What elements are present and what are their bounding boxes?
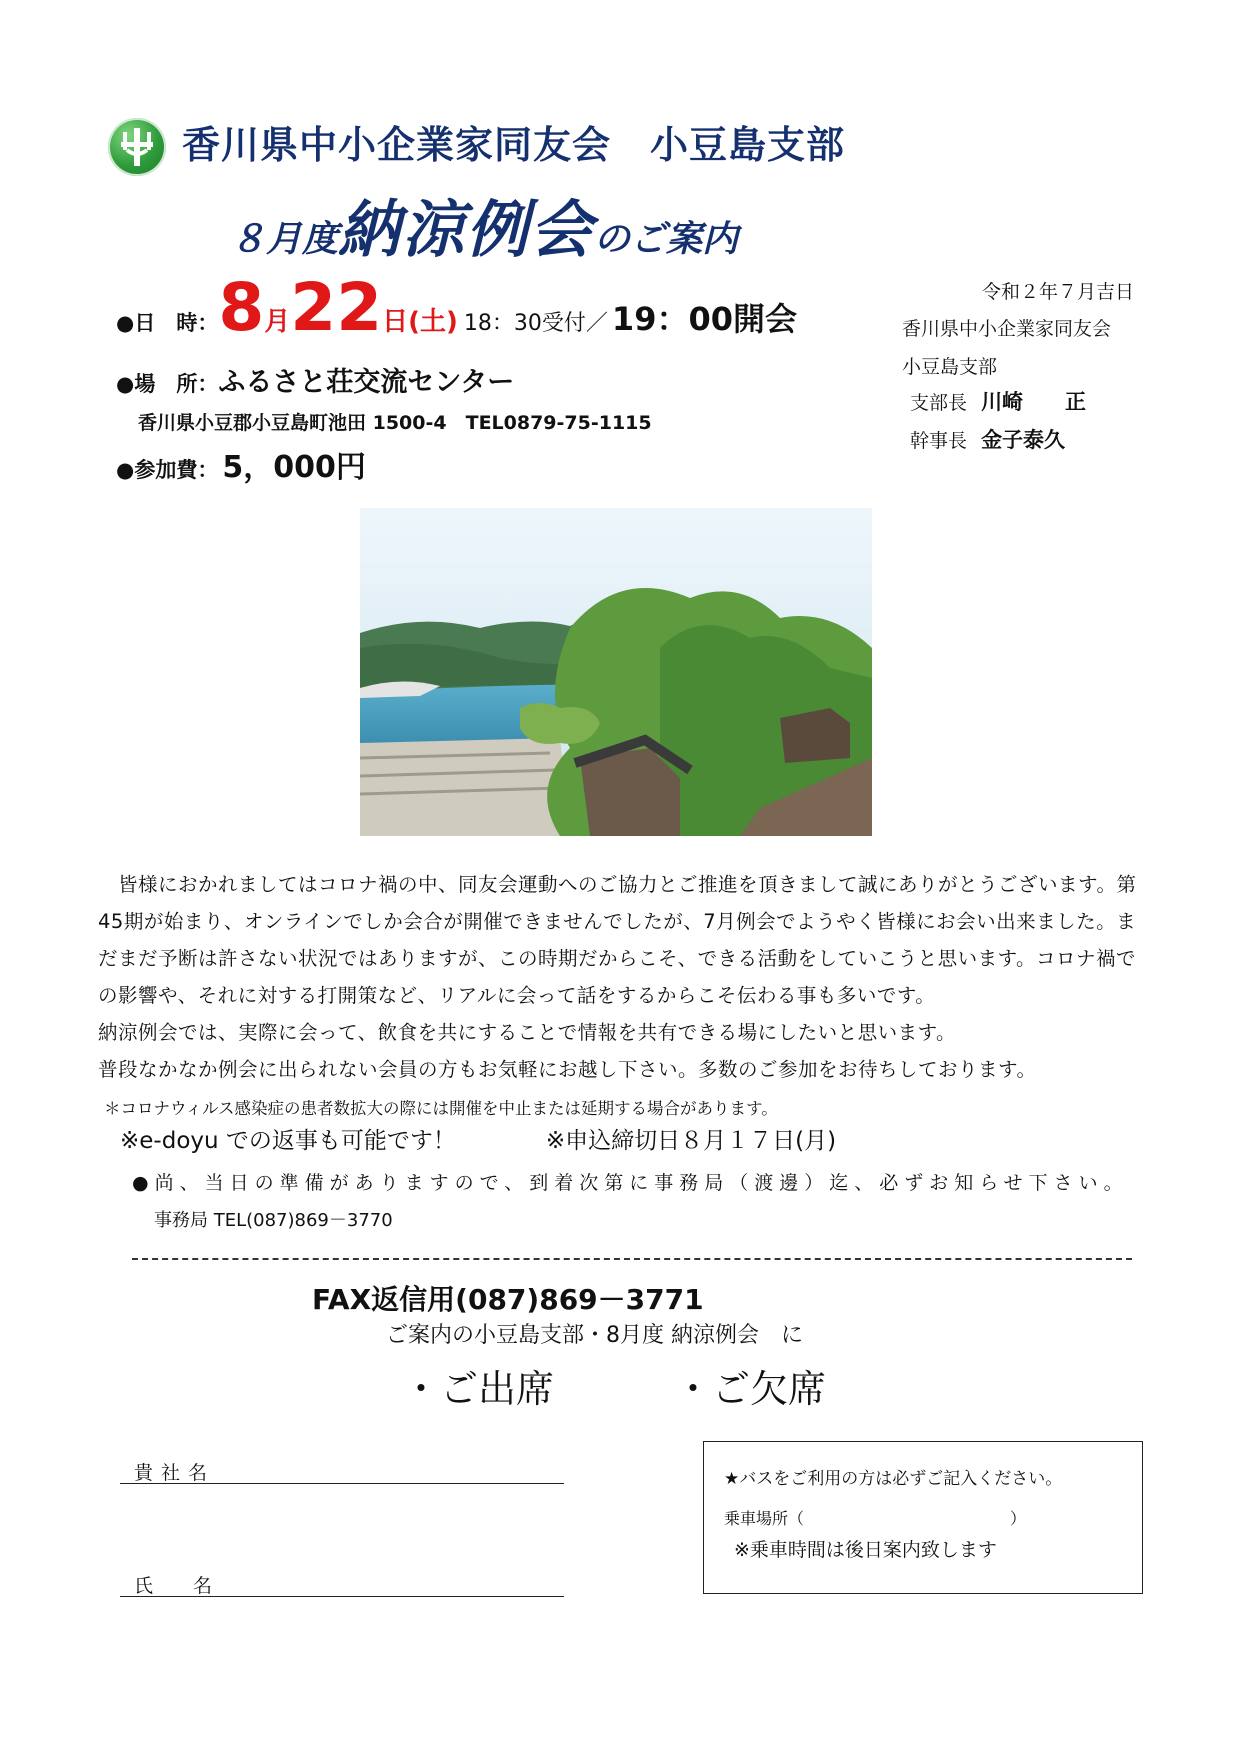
edoyu-note: ※e-doyu での返事も可能です！ [120, 1128, 456, 1154]
fax-number: FAX返信用(087)869－3771 [312, 1283, 704, 1316]
event-title-prefix: ８月度 [230, 219, 339, 260]
cut-line [132, 1258, 1132, 1260]
name-label-2: 名 [193, 1575, 213, 1597]
sender-chief [910, 386, 1086, 416]
bus-place-label: 乗車場所（ [724, 1509, 805, 1528]
name-label-1: 氏 [134, 1575, 154, 1597]
sender-org: 香川県中小企業家同友会 [902, 318, 1112, 340]
absent-option[interactable]: ・ご欠席 [674, 1367, 827, 1411]
date-line [116, 269, 797, 346]
place-address: 香川県小豆郡小豆島町池田 1500-4 TEL0879-75-1115 [138, 412, 652, 434]
reply-line: ご案内の小豆島支部・8月度 納涼例会 に [386, 1323, 803, 1348]
bus-place-field[interactable] [724, 1506, 1026, 1529]
date-day-unit: 日(土) [382, 307, 458, 337]
sender-branch: 小豆島支部 [902, 356, 998, 378]
event-title [230, 180, 738, 269]
date-day: 22 [290, 269, 383, 346]
date-month: 8 [218, 269, 265, 346]
date-month-unit: 月 [264, 307, 291, 337]
attend-option[interactable]: ・ご出席 [402, 1367, 555, 1411]
sender-secretary [910, 424, 1065, 454]
org-title: 香川県中小企業家同友会 小豆島支部 [182, 123, 846, 167]
event-title-main: 納涼例会 [338, 193, 595, 266]
attendance-options [402, 1358, 826, 1413]
org-logo [108, 118, 166, 176]
place-label: ●場 所： [116, 372, 219, 396]
reception-time: 18：30受付／ [463, 311, 608, 336]
deadline-note: ※申込締切日８月１７日(月) [545, 1128, 837, 1154]
covid-note: ＊コロナウィルス感染症の患者数拡大の際には開催を中止または延期する場合があります。 [104, 1099, 778, 1118]
fee-line [116, 442, 366, 486]
logo-mark-icon [108, 118, 166, 176]
arrival-notice: ●尚、当日の準備がありますので、到着次第に事務局（渡邊）迄、必ずお知らせ下さい。 [132, 1172, 1129, 1194]
bus-time-note: ※乗車時間は後日案内致します [734, 1539, 997, 1561]
body-paragraph-1: 皆様におかれましてはコロナ禍の中、同友会運動へのご協力とご推進を頂きまして誠にありがとうございます。第45期が始まり、オンラインでしか会合が開催できませんでしたが、7月例会でようやく皆様にお会い出来ました。まだまだ予断は許さない状況ではありますが、この時期だからこそ、できる活動をしていこうと思います。コロナ禍での影響や、それに対する打開策など、リアルに会って話をするからこそ伝わる事も多いです。 [98, 873, 1137, 1007]
venue-photo [360, 508, 872, 836]
chief-title: 支部長 [910, 392, 968, 414]
name-label [134, 1571, 212, 1598]
open-time: 19：00開会 [611, 300, 797, 338]
chief-name: 川崎 正 [981, 390, 1087, 414]
place-name: ふるさと荘交流センター [218, 367, 515, 398]
issue-date: 令和２年７月吉日 [982, 281, 1135, 303]
body-paragraph-2: 納涼例会では、実際に会って、飲食を共にすることで情報を共有できる場にしたいと思います。 [98, 1021, 957, 1044]
body-text [98, 866, 1138, 1088]
fee-label: ●参加費： [116, 458, 219, 482]
secretary-title: 幹事長 [910, 430, 968, 452]
company-field[interactable] [120, 1483, 564, 1484]
bus-title: ★バスをご利用の方は必ずご記入ください。 [724, 1469, 1063, 1489]
company-label: 貴社名 [134, 1462, 216, 1484]
secretary-name: 金子泰久 [981, 428, 1066, 452]
bus-box [703, 1441, 1143, 1594]
name-field[interactable] [120, 1596, 564, 1597]
office-tel: 事務局 TEL(087)869－3770 [154, 1210, 393, 1231]
bus-place-close: ） [1010, 1509, 1027, 1528]
event-title-suffix: のご案内 [594, 219, 739, 260]
place-line [116, 360, 514, 399]
highlight-line [120, 1122, 836, 1155]
date-label: ●日 時： [116, 311, 219, 335]
fee-value: 5，000円 [222, 450, 366, 485]
body-paragraph-3: 普段なかなか例会に出られない会員の方もお気軽にお越し下さい。多数のご参加をお待ちしております。 [98, 1058, 1037, 1081]
